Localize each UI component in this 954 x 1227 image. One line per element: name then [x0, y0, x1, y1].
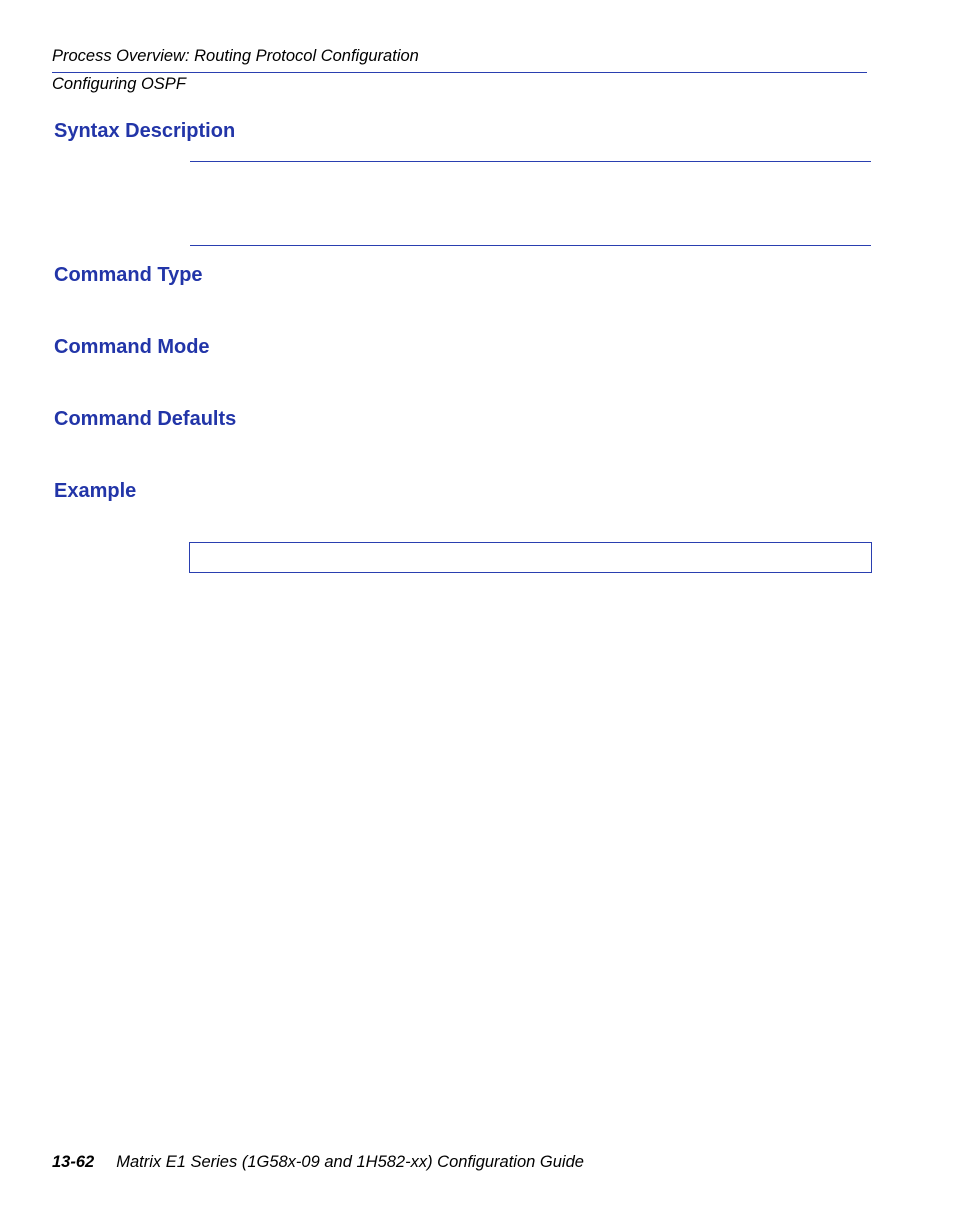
footer-page-number: 13-62: [52, 1153, 95, 1171]
syntax-table-top-rule: [190, 161, 871, 162]
footer-guide-title: Matrix E1 Series (1G58x-09 and 1H582-xx) Configuration Guide: [116, 1153, 584, 1171]
syntax-table-bottom-rule: [190, 245, 871, 246]
running-header-section: Configuring OSPF: [52, 75, 186, 93]
heading-command-mode: Command Mode: [54, 336, 210, 358]
heading-command-type: Command Type: [54, 264, 203, 286]
running-header-chapter: Process Overview: Routing Protocol Configuration: [52, 47, 419, 65]
heading-command-defaults: Command Defaults: [54, 408, 237, 430]
header-divider: [52, 72, 867, 73]
example-code-box: [189, 542, 872, 573]
page-footer: [52, 1153, 584, 1172]
heading-example: Example: [54, 480, 137, 502]
heading-syntax-description: Syntax Description: [54, 120, 236, 142]
